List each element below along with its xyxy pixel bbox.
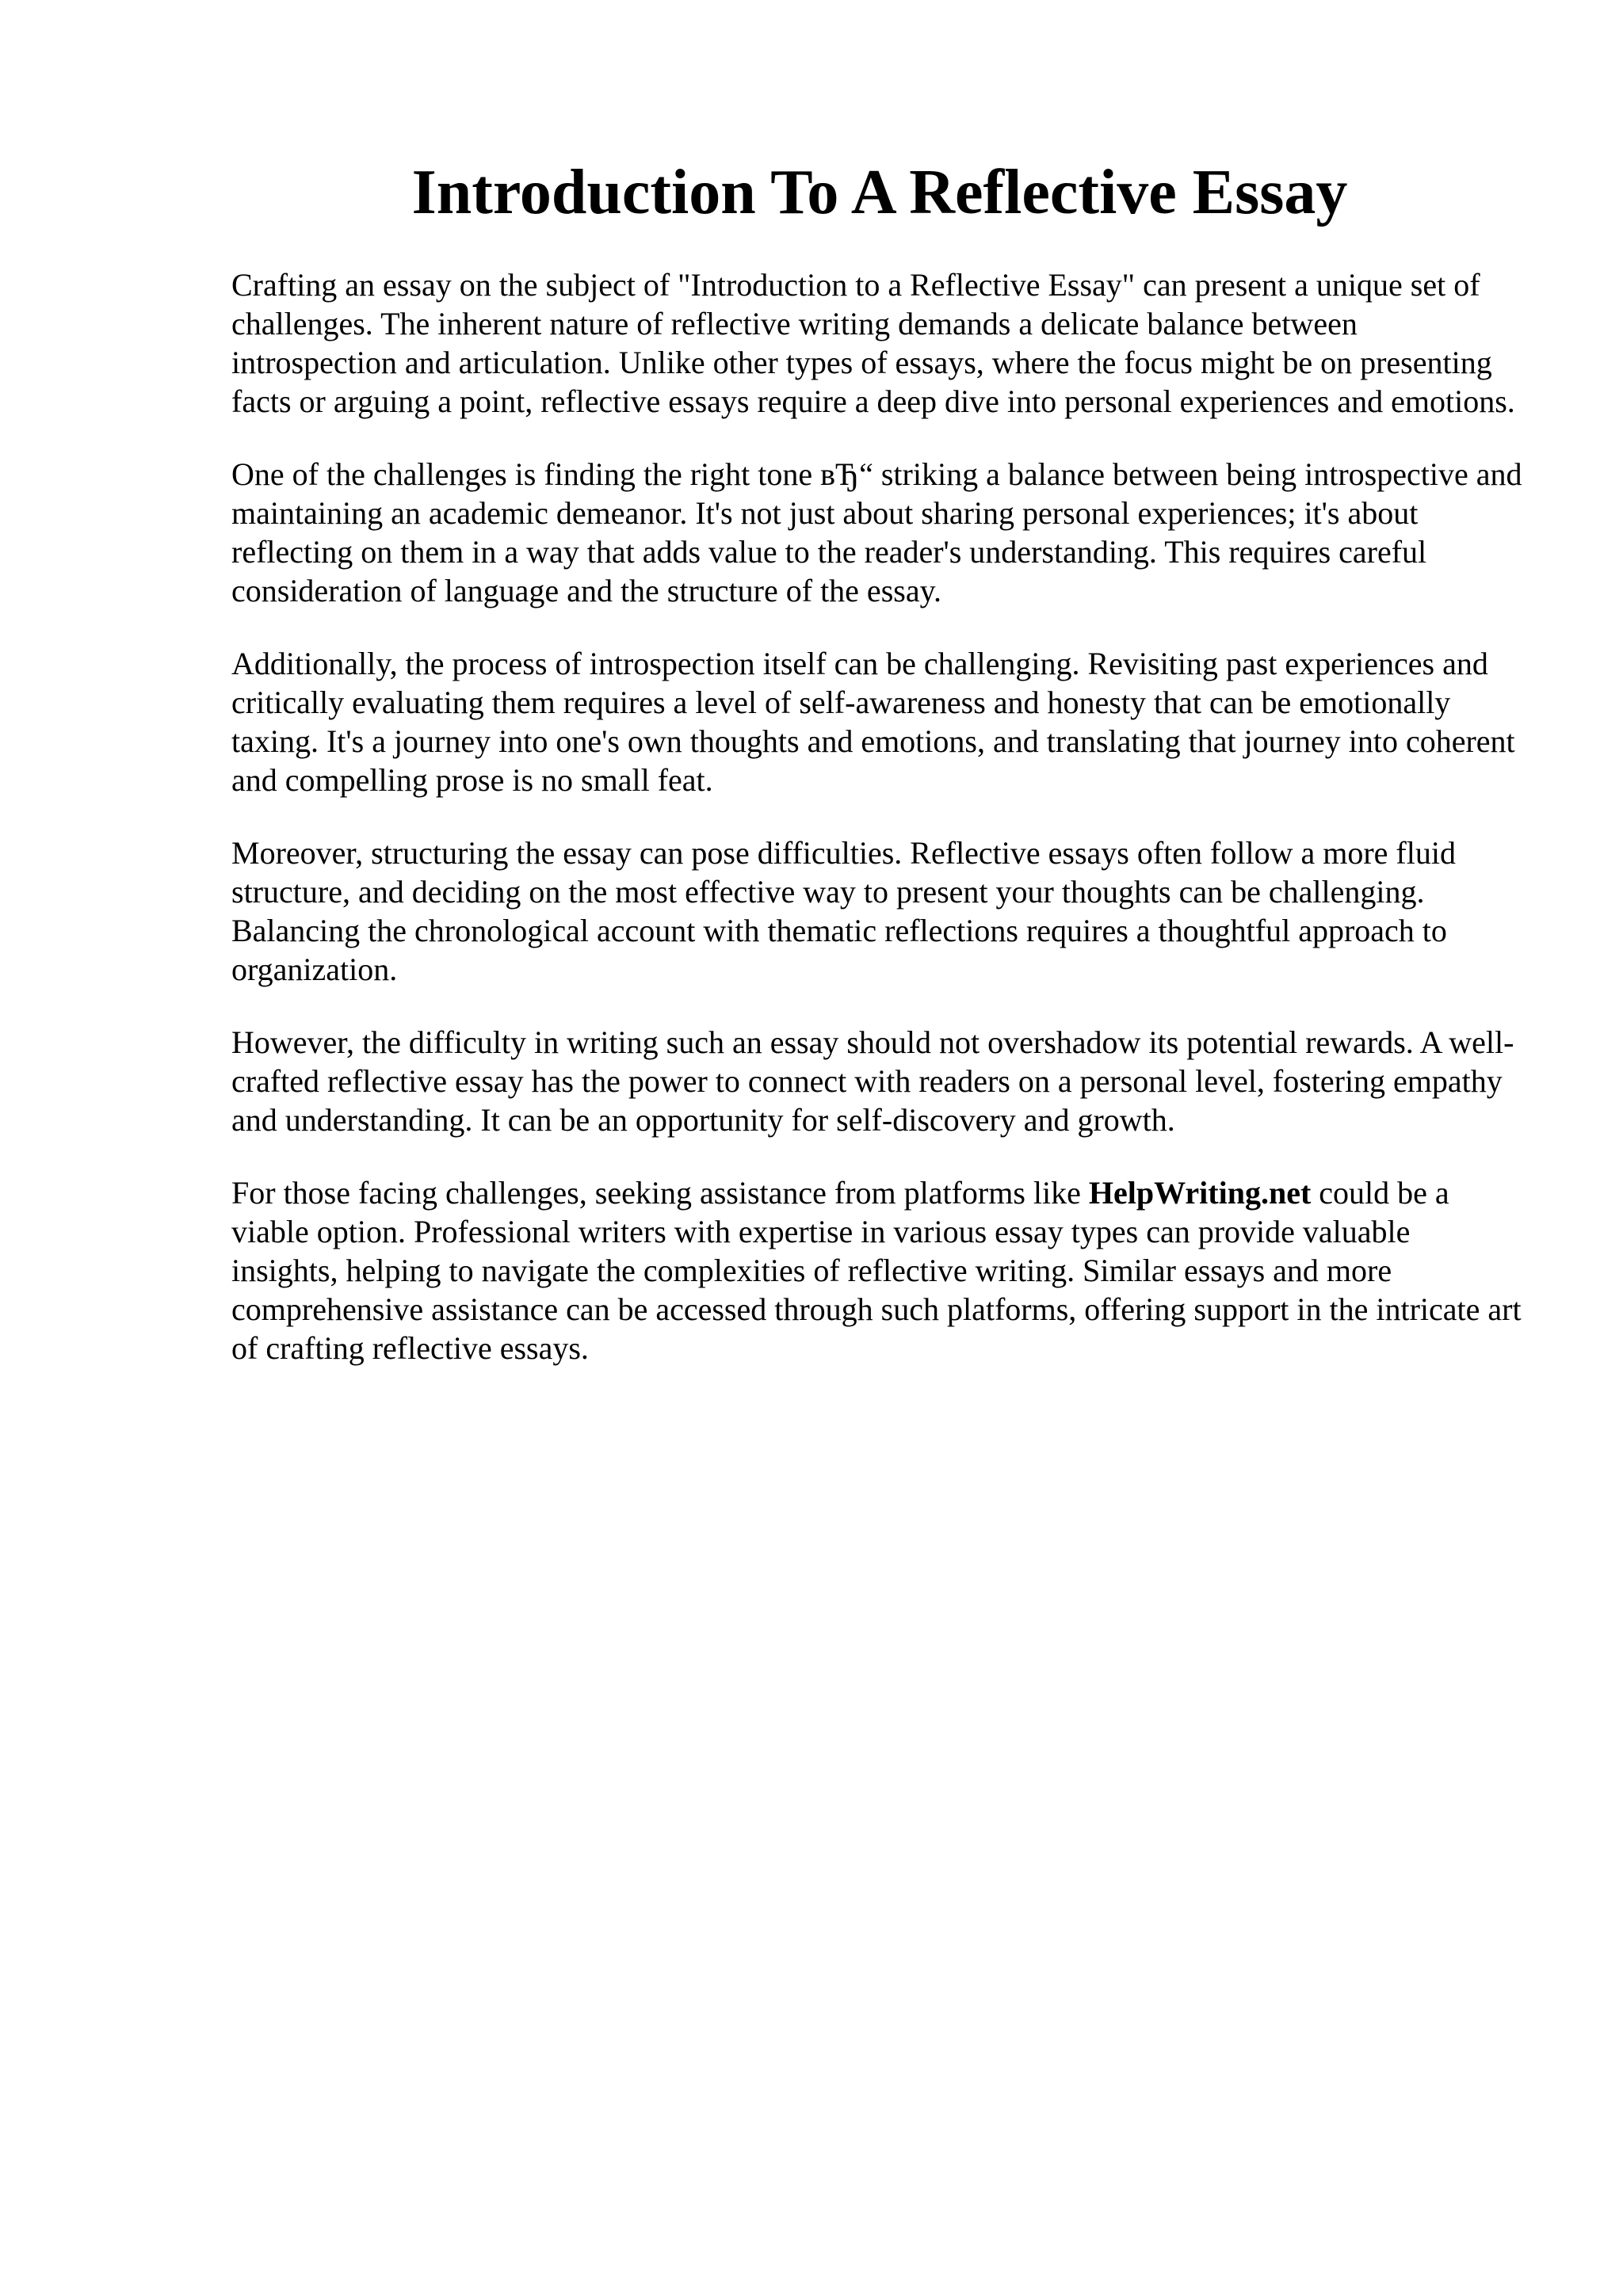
paragraph-5: However, the difficulty in writing such an essay should not overshadow its potential rewards. A well-crafted reflective essay has the power to connect with readers on a personal level, fostering empathy and understanding. It can be an opportunity for self-discovery and growth. bbox=[231, 1024, 1514, 1138]
paragraph-4: Moreover, structuring the essay can pose difficulties. Reflective essays often follow a more fluid structure, and deciding on the most effective way to present your thoughts can be challenging. Balancing the chronological account with thematic reflections requires a thoughtful approach to organization. bbox=[231, 835, 1456, 987]
paragraph-6 bbox=[231, 1173, 1523, 1367]
paragraph-6-rest: could be a viable option. Professional writers with expertise in various essay types can provide valuable insights, helping to navigate the complexities of reflective writing. Similar essays and more comprehensive assistance can be accessed through such platforms, offering support in the intricate art of crafting reflective essays. bbox=[231, 1175, 1522, 1366]
page-title: Introduction To A Reflective Essay bbox=[411, 158, 1348, 227]
paragraph-1: Crafting an essay on the subject of "Introduction to a Reflective Essay" can present a unique set of challenges. The inherent nature of reflective writing demands a delicate balance between introspection and articulation. Unlike other types of essays, where the focus might be on presenting facts or arguing a point, reflective essays require a deep dive into personal experiences and emotions. bbox=[231, 267, 1515, 419]
paragraph-2: One of the challenges is finding the right tone вЂ“ striking a balance between being introspective and maintaining an academic demeanor. It's not just about sharing personal experiences; it's about reflecting on them in a way that adds value to the reader's understanding. This requires careful consideration of language and the structure of the essay. bbox=[231, 456, 1522, 608]
essay-body bbox=[231, 265, 1523, 1402]
paragraph-3: Additionally, the process of introspection itself can be challenging. Revisiting past experiences and critically evaluating them requires a level of self-awareness and honesty that can be emotionally taxing. It's a journey into one's own thoughts and emotions, and translating that journey into coherent and compelling prose is no small feat. bbox=[231, 646, 1515, 798]
paragraph-6-lead: For those facing challenges, seeking assistance from platforms like bbox=[231, 1175, 1089, 1211]
helpwriting-link[interactable]: HelpWriting.net bbox=[1088, 1175, 1312, 1211]
